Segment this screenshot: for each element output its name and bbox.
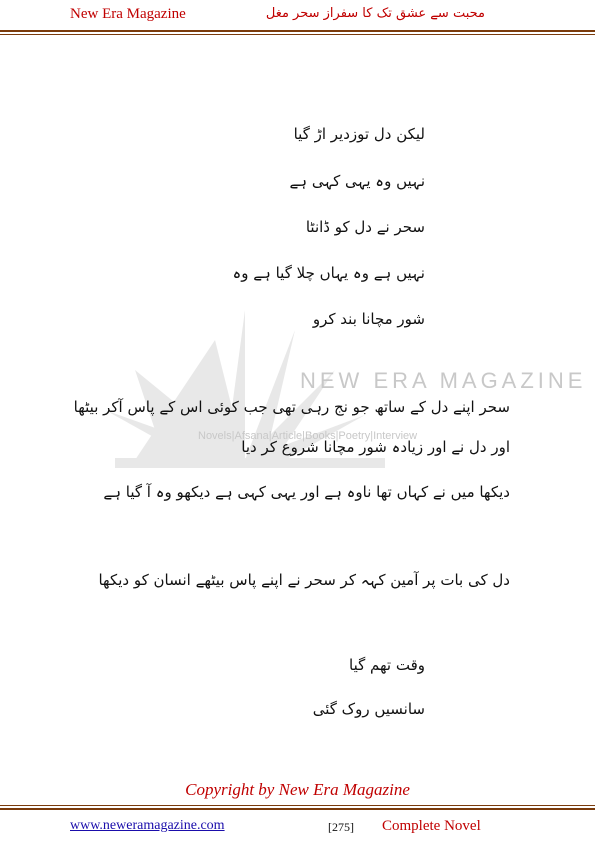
body-line-6: سحر اپنے دل کے ساتھ جو نج رہی تھی جب کوئی اس کے پاس آکر بیٹھا bbox=[73, 398, 510, 416]
body-line-7: اور دل نے اور زیادہ شور مچانا شروع کر دیا bbox=[241, 438, 510, 456]
body-line-11: سانسیں روک گئی bbox=[312, 700, 425, 718]
copyright-notice: Copyright by New Era Magazine bbox=[185, 780, 410, 799]
header-divider bbox=[0, 30, 595, 32]
header-novel-title: محبت سے عشق تک کا سفراز سحر مغل bbox=[265, 6, 485, 21]
body-line-8: دیکھا میں نے کہاں تھا ناوہ ہے اور یہی کہی ہے دیکھو وہ آ گیا ہے bbox=[103, 483, 510, 501]
watermark-name: NEW ERA MAGAZINE bbox=[300, 368, 587, 393]
body-line-9: دل کی بات پر آمین کہہ کر سحر نے اپنے پاس بیٹھے انسان کو دیکھا bbox=[98, 571, 510, 589]
body-line-2: نہیں وہ یہی کہی ہے bbox=[289, 172, 425, 190]
header-divider-thin bbox=[0, 34, 595, 35]
body-line-4: نہیں ہے وہ یہاں چلا گیا ہے وہ bbox=[232, 264, 425, 282]
body-line-1: لیکن دل توزدیر اڑ گیا bbox=[293, 125, 425, 143]
footer-divider-thin bbox=[0, 805, 595, 806]
header-magazine-name: New Era Magazine bbox=[70, 6, 186, 22]
body-line-10: وقت تھم گیا bbox=[349, 656, 425, 674]
body-line-5: شور مچانا بند کرو bbox=[312, 310, 425, 328]
watermark-subtitle: Novels|Afsana|Article|Books|Poetry|Interview bbox=[198, 430, 418, 442]
page-number: [275] bbox=[328, 820, 354, 834]
footer-website-link[interactable]: www.neweramagazine.com bbox=[70, 818, 225, 833]
body-line-3: سحر نے دل کو ڈانٹا bbox=[305, 218, 425, 236]
footer-divider bbox=[0, 808, 595, 810]
footer-label: Complete Novel bbox=[382, 818, 481, 834]
